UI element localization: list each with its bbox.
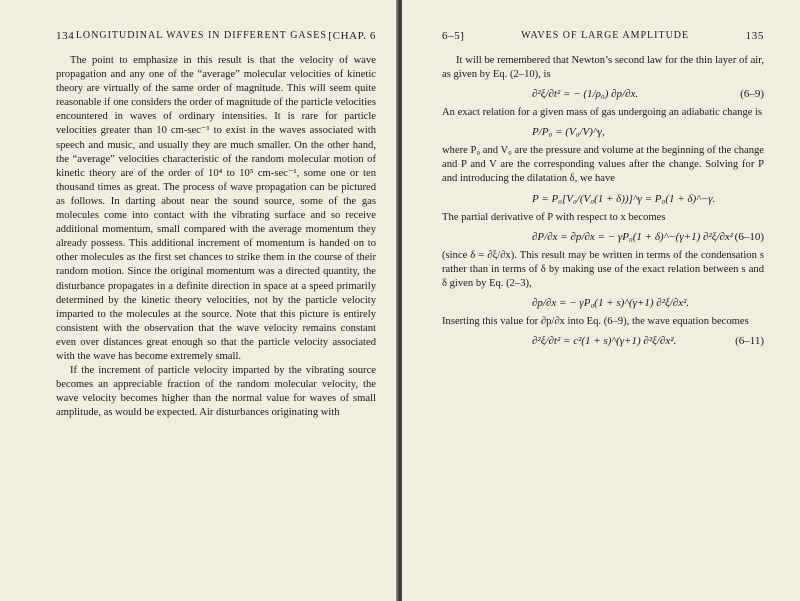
equation-condensation-body: ∂p/∂x = − γP₀(1 + s)^(γ+1) ∂²ξ/∂x². — [532, 296, 690, 309]
equation-6-9-body: ∂²ξ/∂t² = − (1/ρ₀) ∂p/∂x. — [532, 88, 639, 101]
equation-6-11-number: (6–11) — [735, 335, 764, 348]
right-paragraph-6: Inserting this value for ∂p/∂x into Eq. (6–9), the wave equation becomes — [442, 315, 749, 327]
right-paragraph-1: It will be remembered that Newton’s second law for the thin layer of air, as given by Eq. (2–10), is — [442, 55, 764, 81]
equation-6-9 — [442, 88, 764, 100]
left-running-head: LONGITUDINAL WAVES IN DIFFERENT GASES — [75, 30, 327, 41]
equation-pressure — [442, 193, 764, 205]
equation-6-11-body: ∂²ξ/∂t² = c²(1 + s)^(γ+1) ∂²ξ/∂x². — [532, 335, 677, 348]
right-section-ref: 6–5] — [442, 30, 465, 42]
right-header — [442, 30, 764, 42]
equation-condensation — [442, 297, 764, 309]
equation-6-10 — [442, 231, 764, 243]
equation-6-11 — [442, 335, 764, 347]
left-page — [0, 0, 398, 601]
right-page-number: 135 — [745, 30, 764, 42]
left-page-number: 134 — [56, 30, 75, 42]
equation-6-9-number: (6–9) — [740, 88, 764, 101]
right-paragraph-5: (since δ = ∂ξ/∂x). This result may be written in terms of the condensation s rather than in terms of δ by making use of the exact relation between s and δ given by Eq. (2–3), — [442, 249, 764, 289]
right-paragraph-4: The partial derivative of P with respect to x becomes — [442, 211, 666, 223]
equation-pressure-body: P = P₀[V₀/(V₀(1 + δ))]^γ = P₀(1 + δ)^−γ. — [532, 192, 716, 205]
right-page — [402, 0, 800, 601]
equation-6-10-body: ∂P/∂x = ∂p/∂x = − γP₀(1 + δ)^−(γ+1) ∂²ξ/∂x² — [532, 230, 734, 243]
right-running-head: WAVES OF LARGE AMPLITUDE — [521, 30, 690, 41]
left-paragraph-1: The point to emphasize in this result is that the velocity of wave propagation and any one of the “average” molecular velocities of kinetic theory are virtually of the same order of magnitude. This will seem quite reasonable if one considers the order of magnitude of the particle velocities encountered in waves of ordinary intensities. It is rare for particle velocities greater than 10 cm-sec⁻¹ to exist in the waves associated with speech and music, and usually they are much smaller. On the other hand, the “average” velocities characteristic of the random molecular motion of kinetic theory are of the order of 10⁴ to 10⁵ cm-sec⁻¹, some one or ten thousand times as great. The process of wave propagation can be pictured as follows. In darting about near the sound source, some of the gas molecules come into contact with the vibrating surface and so receive additional momentum, small compared with the average momentum they already possess. This additional increment of momentum is handed on to other molecules as the first set chances to strike them in the course of their random motion. Since the original momentum was a directed quantity, the disturbance propagates in a definite direction in space at a speed primarily determined by the kinetic theory velocities, not by the particle velocity imparted to the molecules at the source. Note that this picture is entirely consistent with the observation that the wave velocity remains constant even over distances great enough so that the particle velocity associated with the wave has become extremely small. — [56, 55, 376, 362]
equation-adiabatic — [442, 126, 764, 138]
equation-adiabatic-body: P/P₀ = (V₀/V)^γ, — [532, 126, 605, 139]
right-paragraph-3: where P₀ and V₀ are the pressure and volume at the beginning of the change and P and V are the corresponding values after the change. Solving for P and introducing the dilatation δ, we have — [442, 145, 764, 185]
right-paragraph-2: An exact relation for a given mass of gas undergoing an adiabatic change is — [442, 107, 763, 119]
left-chapter-ref: [CHAP. 6 — [328, 30, 376, 42]
left-paragraph-2: If the increment of particle velocity imparted by the vibrating source becomes an appreciable fraction of the random molecular velocity, the wave velocity becomes higher than the normal value for waves of small amplitude, as would be expected. Air disturbances originating with — [56, 365, 376, 419]
equation-6-10-number: (6–10) — [734, 230, 764, 243]
left-header — [56, 30, 376, 42]
